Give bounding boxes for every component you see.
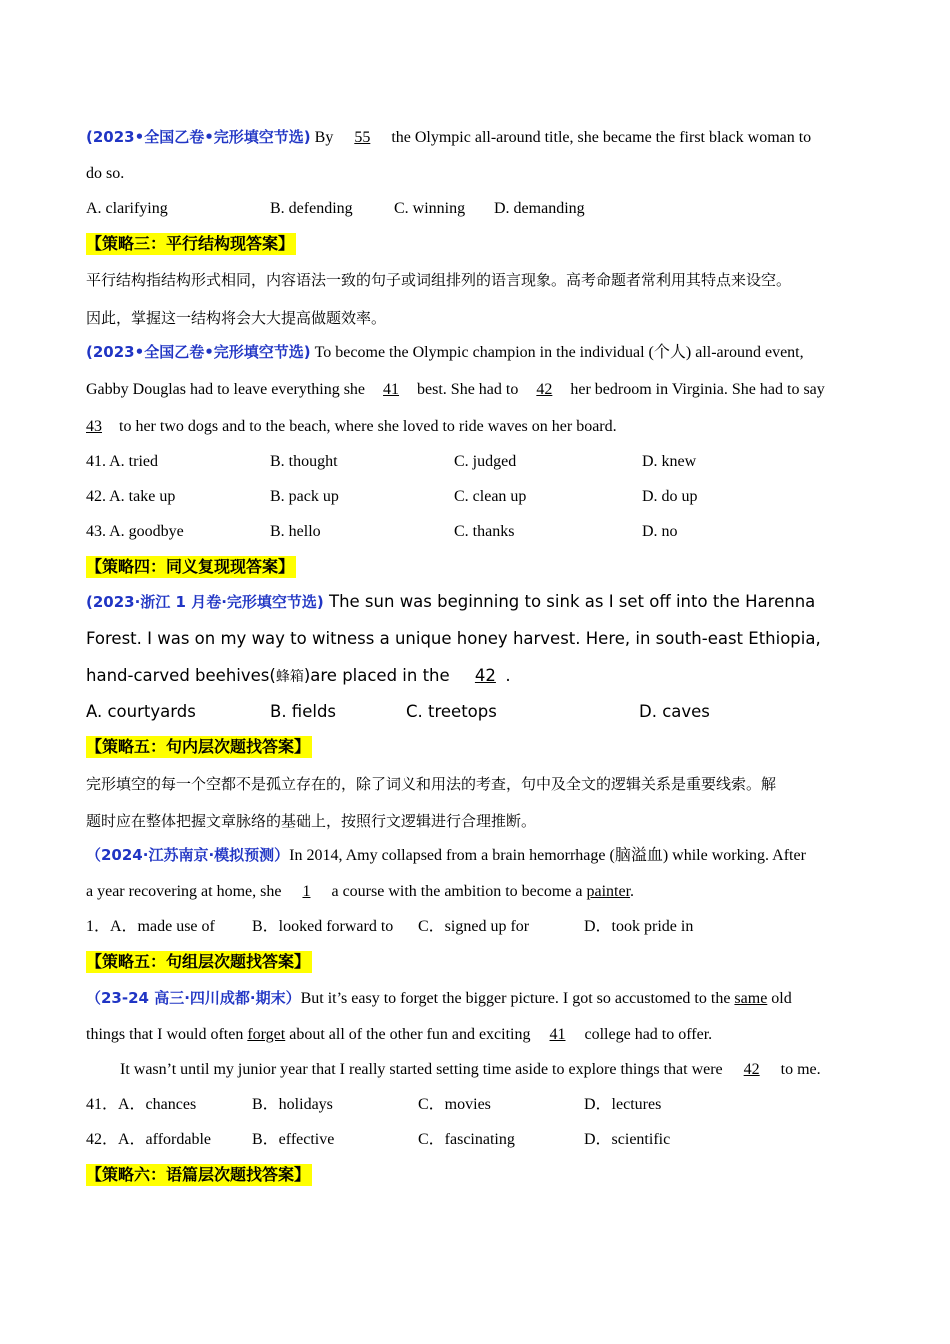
strategy-5a-desc-line2: 题时应在整体把握文章脉络的基础上，按照行文逻辑进行合理推断。	[86, 812, 537, 830]
blank-43: 43	[86, 418, 102, 435]
cd-q41-42-line1: （23-24 高三·四川成都·期末）But it’s easy to forget the bigger picture. I got so accustomed to the same old	[86, 989, 792, 1007]
zj-q42-line1: (2023·浙江 1 月卷·完形填空节选) The sun was beginning to sink as I set off into the Harenna	[86, 592, 816, 611]
strategy-6-heading: 【策略六：语篇层次题找答案】	[86, 1165, 311, 1184]
q43-option-c: C. thanks	[454, 523, 515, 540]
blank-1: 1	[302, 883, 311, 900]
blank-55: 55	[354, 129, 371, 146]
cd-q42-option-d: D．scientific	[584, 1131, 671, 1148]
q42-option-d: D. do up	[642, 488, 698, 505]
q1-line2: a year recovering at home, she 1 a course with the ambition to become a painter.	[86, 883, 635, 900]
q1-option-c: C．signed up for	[418, 918, 530, 935]
option-c: C. winning	[394, 200, 466, 217]
strategy-4-heading: 【策略四：同义复现现答案】	[86, 557, 295, 576]
q41-option-d: D. knew	[642, 453, 697, 470]
q41-option-c: C. judged	[454, 453, 517, 470]
source-label: (2023•全国乙卷•完形填空节选)	[86, 128, 311, 146]
q43-option-d: D. no	[642, 523, 678, 540]
source-label: (2023•全国乙卷•完形填空节选)	[86, 343, 311, 361]
zj-option-b: B. fields	[270, 702, 337, 721]
zj-option-d: D. caves	[639, 702, 710, 721]
strategy-3-desc-line2: 因此，掌握这一结构将会大大提高做题效率。	[86, 309, 387, 327]
q55-line2: do so.	[86, 165, 125, 182]
option-d: D. demanding	[494, 200, 585, 217]
q1-option-b: B．looked forward to	[252, 918, 394, 935]
strategy-5b-heading: 【策略五：句组层次题找答案】	[86, 952, 311, 971]
q42-option-b: B. pack up	[270, 488, 339, 505]
zj-q42-line3: hand-carved beehives(蜂箱)are placed in the 42 .	[86, 666, 511, 685]
blank-42: 42	[743, 1061, 760, 1078]
strategy-3-desc-line1: 平行结构指结构形式相同，内容语法一致的句子或词组排列的语言现象。高考命题者常利用其特点来设空。	[86, 271, 792, 289]
zj-option-a: A. courtyards	[86, 702, 196, 721]
cd-q41-option-a: 41．A．chances	[86, 1096, 197, 1113]
cd-q42-option-c: C．fascinating	[418, 1131, 515, 1148]
q42-option-c: C. clean up	[454, 488, 527, 505]
blank-41: 41	[549, 1026, 566, 1043]
q1-option-a: 1．A．made use of	[86, 918, 215, 935]
q1-line1: （2024·江苏南京·模拟预测）In 2014, Amy collapsed from a brain hemorrhage (脑溢血) while working. After	[86, 846, 806, 864]
q1-option-d: D．took pride in	[584, 918, 694, 935]
q41-43-line2: Gabby Douglas had to leave everything she 41 best. She had to 42 her bedroom in Virginia. She had to say	[86, 381, 825, 398]
q41-option-a: 41. A. tried	[86, 453, 158, 470]
q42-option-a: 42. A. take up	[86, 488, 176, 505]
option-a: A. clarifying	[86, 200, 168, 217]
blank-42: 42	[474, 666, 496, 685]
zj-option-c: C. treetops	[406, 702, 497, 721]
q41-43-line1: (2023•全国乙卷•完形填空节选) To become the Olympic champion in the individual (个人) all-around event,	[86, 343, 804, 361]
cd-q41-42-line3: It wasn’t until my junior year that I really started setting time aside to explore things that were 42 to me.	[120, 1061, 821, 1078]
source-label: （23-24 高三·四川成都·期末）	[86, 989, 301, 1007]
q55-line1: (2023•全国乙卷•完形填空节选) By 55 the Olympic all-around title, she became the first black woman to	[86, 128, 812, 146]
strategy-5a-heading: 【策略五：句内层次题找答案】	[86, 737, 311, 756]
q41-43-line3: 43 to her two dogs and to the beach, where she loved to ride waves on her board.	[86, 418, 617, 435]
source-label: （2024·江苏南京·模拟预测）	[86, 846, 290, 864]
cd-q41-option-d: D．lectures	[584, 1096, 662, 1113]
cd-q42-option-a: 42．A．affordable	[86, 1131, 212, 1148]
option-b: B. defending	[270, 200, 353, 217]
blank-41: 41	[383, 381, 400, 398]
strategy-3-heading: 【策略三：平行结构现答案】	[86, 234, 295, 253]
cd-q41-option-b: B．holidays	[252, 1096, 333, 1113]
q41-option-b: B. thought	[270, 453, 338, 470]
cd-q42-option-b: B．effective	[252, 1131, 335, 1148]
blank-42: 42	[536, 381, 553, 398]
zj-q42-line2: Forest. I was on my way to witness a unique honey harvest. Here, in south-east Ethiopia,	[86, 629, 821, 648]
q43-option-b: B. hello	[270, 523, 321, 540]
q43-option-a: 43. A. goodbye	[86, 523, 184, 540]
cd-q41-42-line2: things that I would often forget about all of the other fun and exciting 41 college had to offer.	[86, 1026, 713, 1043]
source-label: (2023·浙江 1 月卷·完形填空节选)	[86, 593, 324, 611]
strategy-5a-desc-line1: 完形填空的每一个空都不是孤立存在的，除了词义和用法的考查，句中及全文的逻辑关系是重要线索。解	[86, 775, 777, 793]
cd-q41-option-c: C．movies	[418, 1096, 491, 1113]
